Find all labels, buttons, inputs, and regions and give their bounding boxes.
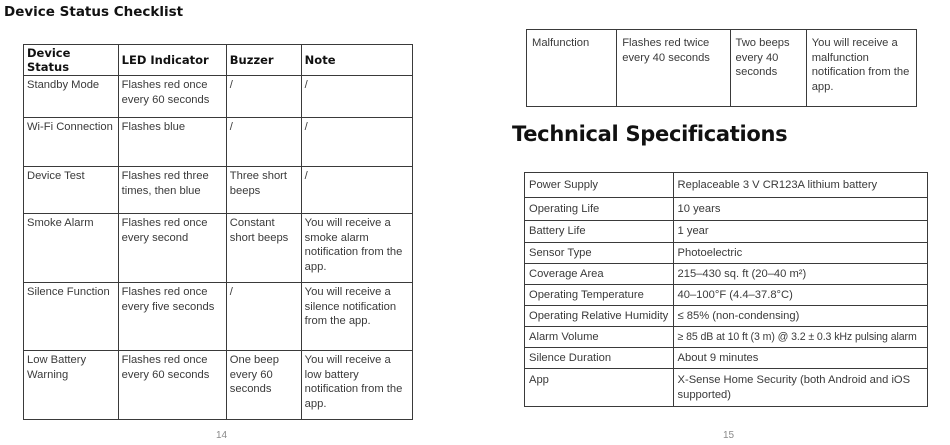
table-row xyxy=(24,214,413,283)
cell-device-status: Silence Function xyxy=(24,283,119,351)
cell-device-status: Standby Mode xyxy=(24,76,119,118)
spec-row xyxy=(525,198,928,221)
spec-label: Power Supply xyxy=(525,173,674,198)
checklist-header-row xyxy=(24,45,413,76)
header-led-indicator: LED Indicator xyxy=(118,45,226,76)
right-page xyxy=(475,0,950,445)
spec-row xyxy=(525,327,928,348)
table-row xyxy=(24,167,413,214)
cell-note: / xyxy=(301,118,412,167)
checklist-continuation-table xyxy=(526,29,917,107)
cell-buzzer: One beep every 60 seconds xyxy=(226,351,301,420)
spec-label: Operating Life xyxy=(525,198,674,221)
spec-value: ≤ 85% (non-condensing) xyxy=(673,306,927,327)
spec-value: 215–430 sq. ft (20–40 m²) xyxy=(673,264,927,285)
cell-note: You will receive a smoke alarm notification from the app. xyxy=(301,214,412,283)
spec-row xyxy=(525,348,928,369)
cell-buzzer: / xyxy=(226,76,301,118)
cell-led-indicator: Flashes red once every 60 seconds xyxy=(118,351,226,420)
spec-value: X-Sense Home Security (both Android and iOS supported) xyxy=(673,369,927,407)
cell-led-indicator: Flashes red once every second xyxy=(118,214,226,283)
cell-device-status: Low Battery Warning xyxy=(24,351,119,420)
cell-buzzer: Three short beeps xyxy=(226,167,301,214)
spec-label: Silence Duration xyxy=(525,348,674,369)
spec-row xyxy=(525,306,928,327)
spec-value: 1 year xyxy=(673,221,927,243)
table-row xyxy=(24,283,413,351)
page-number: 15 xyxy=(723,430,735,441)
spec-label: App xyxy=(525,369,674,407)
cell-note: You will receive a silence notification from the app. xyxy=(301,283,412,351)
spec-row xyxy=(525,369,928,407)
cell-buzzer: Constant short beeps xyxy=(226,214,301,283)
cell-note: You will receive a malfunction notification from the app. xyxy=(806,30,916,107)
spec-value: Photoelectric xyxy=(673,243,927,264)
spec-label: Coverage Area xyxy=(525,264,674,285)
spec-label: Operating Temperature xyxy=(525,285,674,306)
header-buzzer: Buzzer xyxy=(226,45,301,76)
cell-led-indicator: Flashes blue xyxy=(118,118,226,167)
table-row xyxy=(24,351,413,420)
table-row xyxy=(24,76,413,118)
header-device-status: Device Status xyxy=(24,45,119,76)
cell-led-indicator: Flashes red three times, then blue xyxy=(118,167,226,214)
spec-label: Sensor Type xyxy=(525,243,674,264)
technical-specifications-table xyxy=(524,172,928,407)
cell-note: / xyxy=(301,76,412,118)
spec-value: Replaceable 3 V CR123A lithium battery xyxy=(673,173,927,198)
spec-value: ≥ 85 dB at 10 ft (3 m) @ 3.2 ± 0.3 kHz pulsing alarm xyxy=(673,327,927,348)
table-row xyxy=(24,118,413,167)
page-number: 14 xyxy=(216,430,228,441)
device-status-checklist-table xyxy=(23,44,413,420)
spec-value: 10 years xyxy=(673,198,927,221)
cell-note: / xyxy=(301,167,412,214)
spec-row xyxy=(525,243,928,264)
device-status-checklist-title: Device Status Checklist xyxy=(4,4,184,20)
spec-value: About 9 minutes xyxy=(673,348,927,369)
spec-row xyxy=(525,173,928,198)
spec-row xyxy=(525,221,928,243)
cell-device-status: Wi-Fi Connection xyxy=(24,118,119,167)
cell-device-status: Smoke Alarm xyxy=(24,214,119,283)
cell-led-indicator: Flashes red twice every 40 seconds xyxy=(617,30,730,107)
spec-label: Operating Relative Humidity xyxy=(525,306,674,327)
spec-value: 40–100°F (4.4–37.8°C) xyxy=(673,285,927,306)
cell-buzzer: / xyxy=(226,118,301,167)
spec-row xyxy=(525,264,928,285)
technical-specifications-title: Technical Specifications xyxy=(512,122,788,146)
cell-led-indicator: Flashes red once every five seconds xyxy=(118,283,226,351)
table-row xyxy=(527,30,917,107)
cell-note: You will receive a low battery notification from the app. xyxy=(301,351,412,420)
cell-buzzer: / xyxy=(226,283,301,351)
spec-label: Alarm Volume xyxy=(525,327,674,348)
spec-label: Battery Life xyxy=(525,221,674,243)
header-note: Note xyxy=(301,45,412,76)
cell-led-indicator: Flashes red once every 60 seconds xyxy=(118,76,226,118)
cell-device-status: Device Test xyxy=(24,167,119,214)
spec-row xyxy=(525,285,928,306)
cell-device-status: Malfunction xyxy=(527,30,617,107)
cell-buzzer: Two beeps every 40 seconds xyxy=(730,30,806,107)
